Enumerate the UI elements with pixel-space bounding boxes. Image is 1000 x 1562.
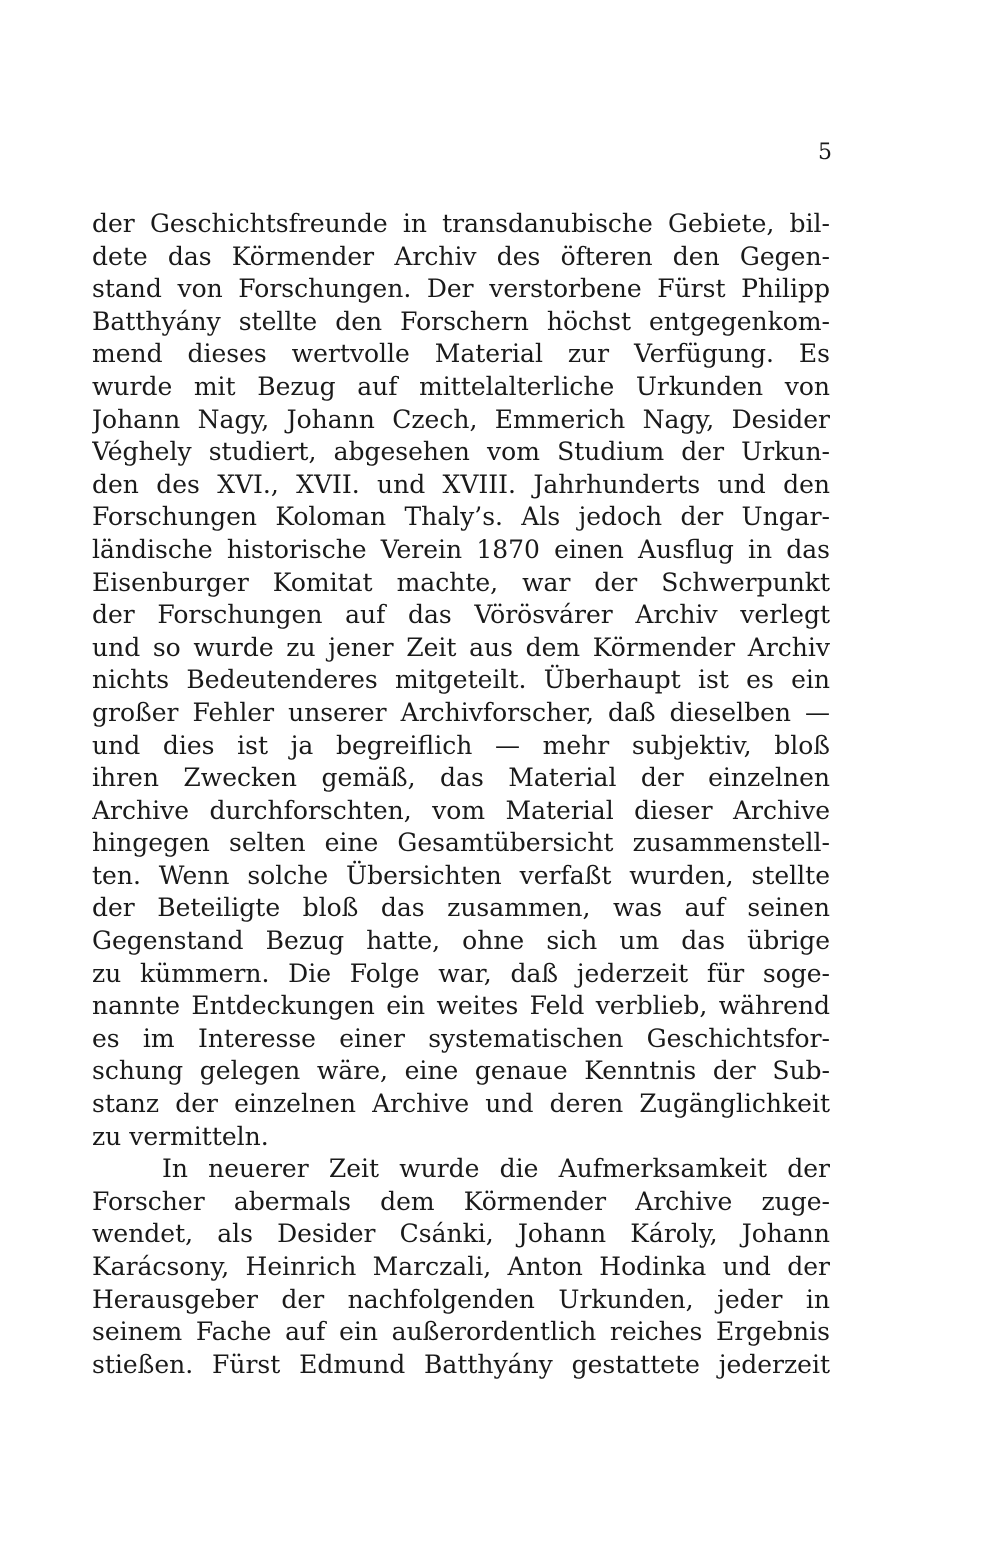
text-line: Forschungen Koloman Thaly’s. Als jedoch der Ungar-: [92, 502, 830, 532]
paragraph-end-line: zu vermitteln.: [92, 1121, 269, 1151]
text-line: wurde mit Bezug auf mittelalterliche Urkunden von: [92, 371, 830, 401]
text-line: Johann Nagy, Johann Czech, Emmerich Nagy, Desider: [92, 404, 830, 434]
text-line: Gegenstand Bezug hatte, ohne sich um das übrige: [92, 926, 830, 956]
text-line: wendet, als Desider Csánki, Johann Károly, Johann: [92, 1219, 830, 1249]
text-line: schung gelegen wäre, eine genaue Kenntnis der Sub-: [92, 1056, 830, 1086]
text-line: und so wurde zu jener Zeit aus dem Körmender Archiv: [92, 632, 830, 662]
text-line: hingegen selten eine Gesamtübersicht zusammenstell-: [92, 828, 830, 858]
text-line: der Forschungen auf das Vörösvárer Archiv verlegt: [92, 600, 830, 630]
text-line: den des XVI., XVII. und XVIII. Jahrhunderts und den: [92, 469, 830, 499]
text-line: Batthyány stellte den Forschern höchst entgegenkom-: [92, 306, 830, 336]
page-number: 5: [818, 140, 832, 165]
text-line: Véghely studiert, abgesehen vom Studium der Urkun-: [92, 437, 830, 467]
text-line: ihren Zwecken gemäß, das Material der einzelnen: [92, 763, 830, 793]
text-line: nichts Bedeutenderes mitgeteilt. Überhaupt ist es ein: [92, 665, 830, 695]
text-line: Archive durchforschten, vom Material dieser Archive: [92, 795, 830, 825]
text-line: ten. Wenn solche Übersichten verfaßt wurden, stellte: [92, 860, 830, 890]
text-line: Herausgeber der nachfolgenden Urkunden, jeder in: [92, 1284, 830, 1314]
body-text: [92, 208, 830, 1381]
text-line: Forscher abermals dem Körmender Archive zuge-: [92, 1186, 830, 1216]
text-line: Eisenburger Komitat machte, war der Schwerpunkt: [92, 567, 830, 597]
paragraph-start-line: In neuerer Zeit wurde die Aufmerksamkeit der: [162, 1154, 830, 1184]
text-line: ländische historische Verein 1870 einen Ausflug in das: [92, 534, 830, 564]
text-line: und dies ist ja begreiflich — mehr subjektiv, bloß: [92, 730, 830, 760]
text-line: seinem Fache auf ein außerordentlich reiches Ergebnis: [92, 1317, 830, 1347]
text-line: es im Interesse einer systematischen Geschichtsfor-: [92, 1023, 830, 1053]
text-line: stand von Forschungen. Der verstorbene Fürst Philipp: [92, 274, 830, 304]
text-line: der Geschichtsfreunde in transdanubische Gebiete, bil-: [92, 209, 830, 238]
text-line: mend dieses wertvolle Material zur Verfügung. Es: [92, 339, 830, 369]
text-line: nannte Entdeckungen ein weites Feld verblieb, während: [92, 991, 830, 1021]
text-line: dete das Körmender Archiv des öfteren den Gegen-: [92, 241, 830, 271]
text-line: großer Fehler unserer Archivforscher, daß dieselben —: [92, 697, 830, 727]
text-line: stanz der einzelnen Archive und deren Zugänglichkeit: [92, 1089, 830, 1119]
text-line: der Beteiligte bloß das zusammen, was auf seinen: [92, 893, 830, 923]
text-line: stießen. Fürst Edmund Batthyány gestattete jederzeit: [92, 1349, 830, 1379]
text-line: zu kümmern. Die Folge war, daß jederzeit für soge-: [92, 958, 830, 988]
text-line: Karácsony, Heinrich Marczali, Anton Hodinka und der: [92, 1252, 830, 1281]
